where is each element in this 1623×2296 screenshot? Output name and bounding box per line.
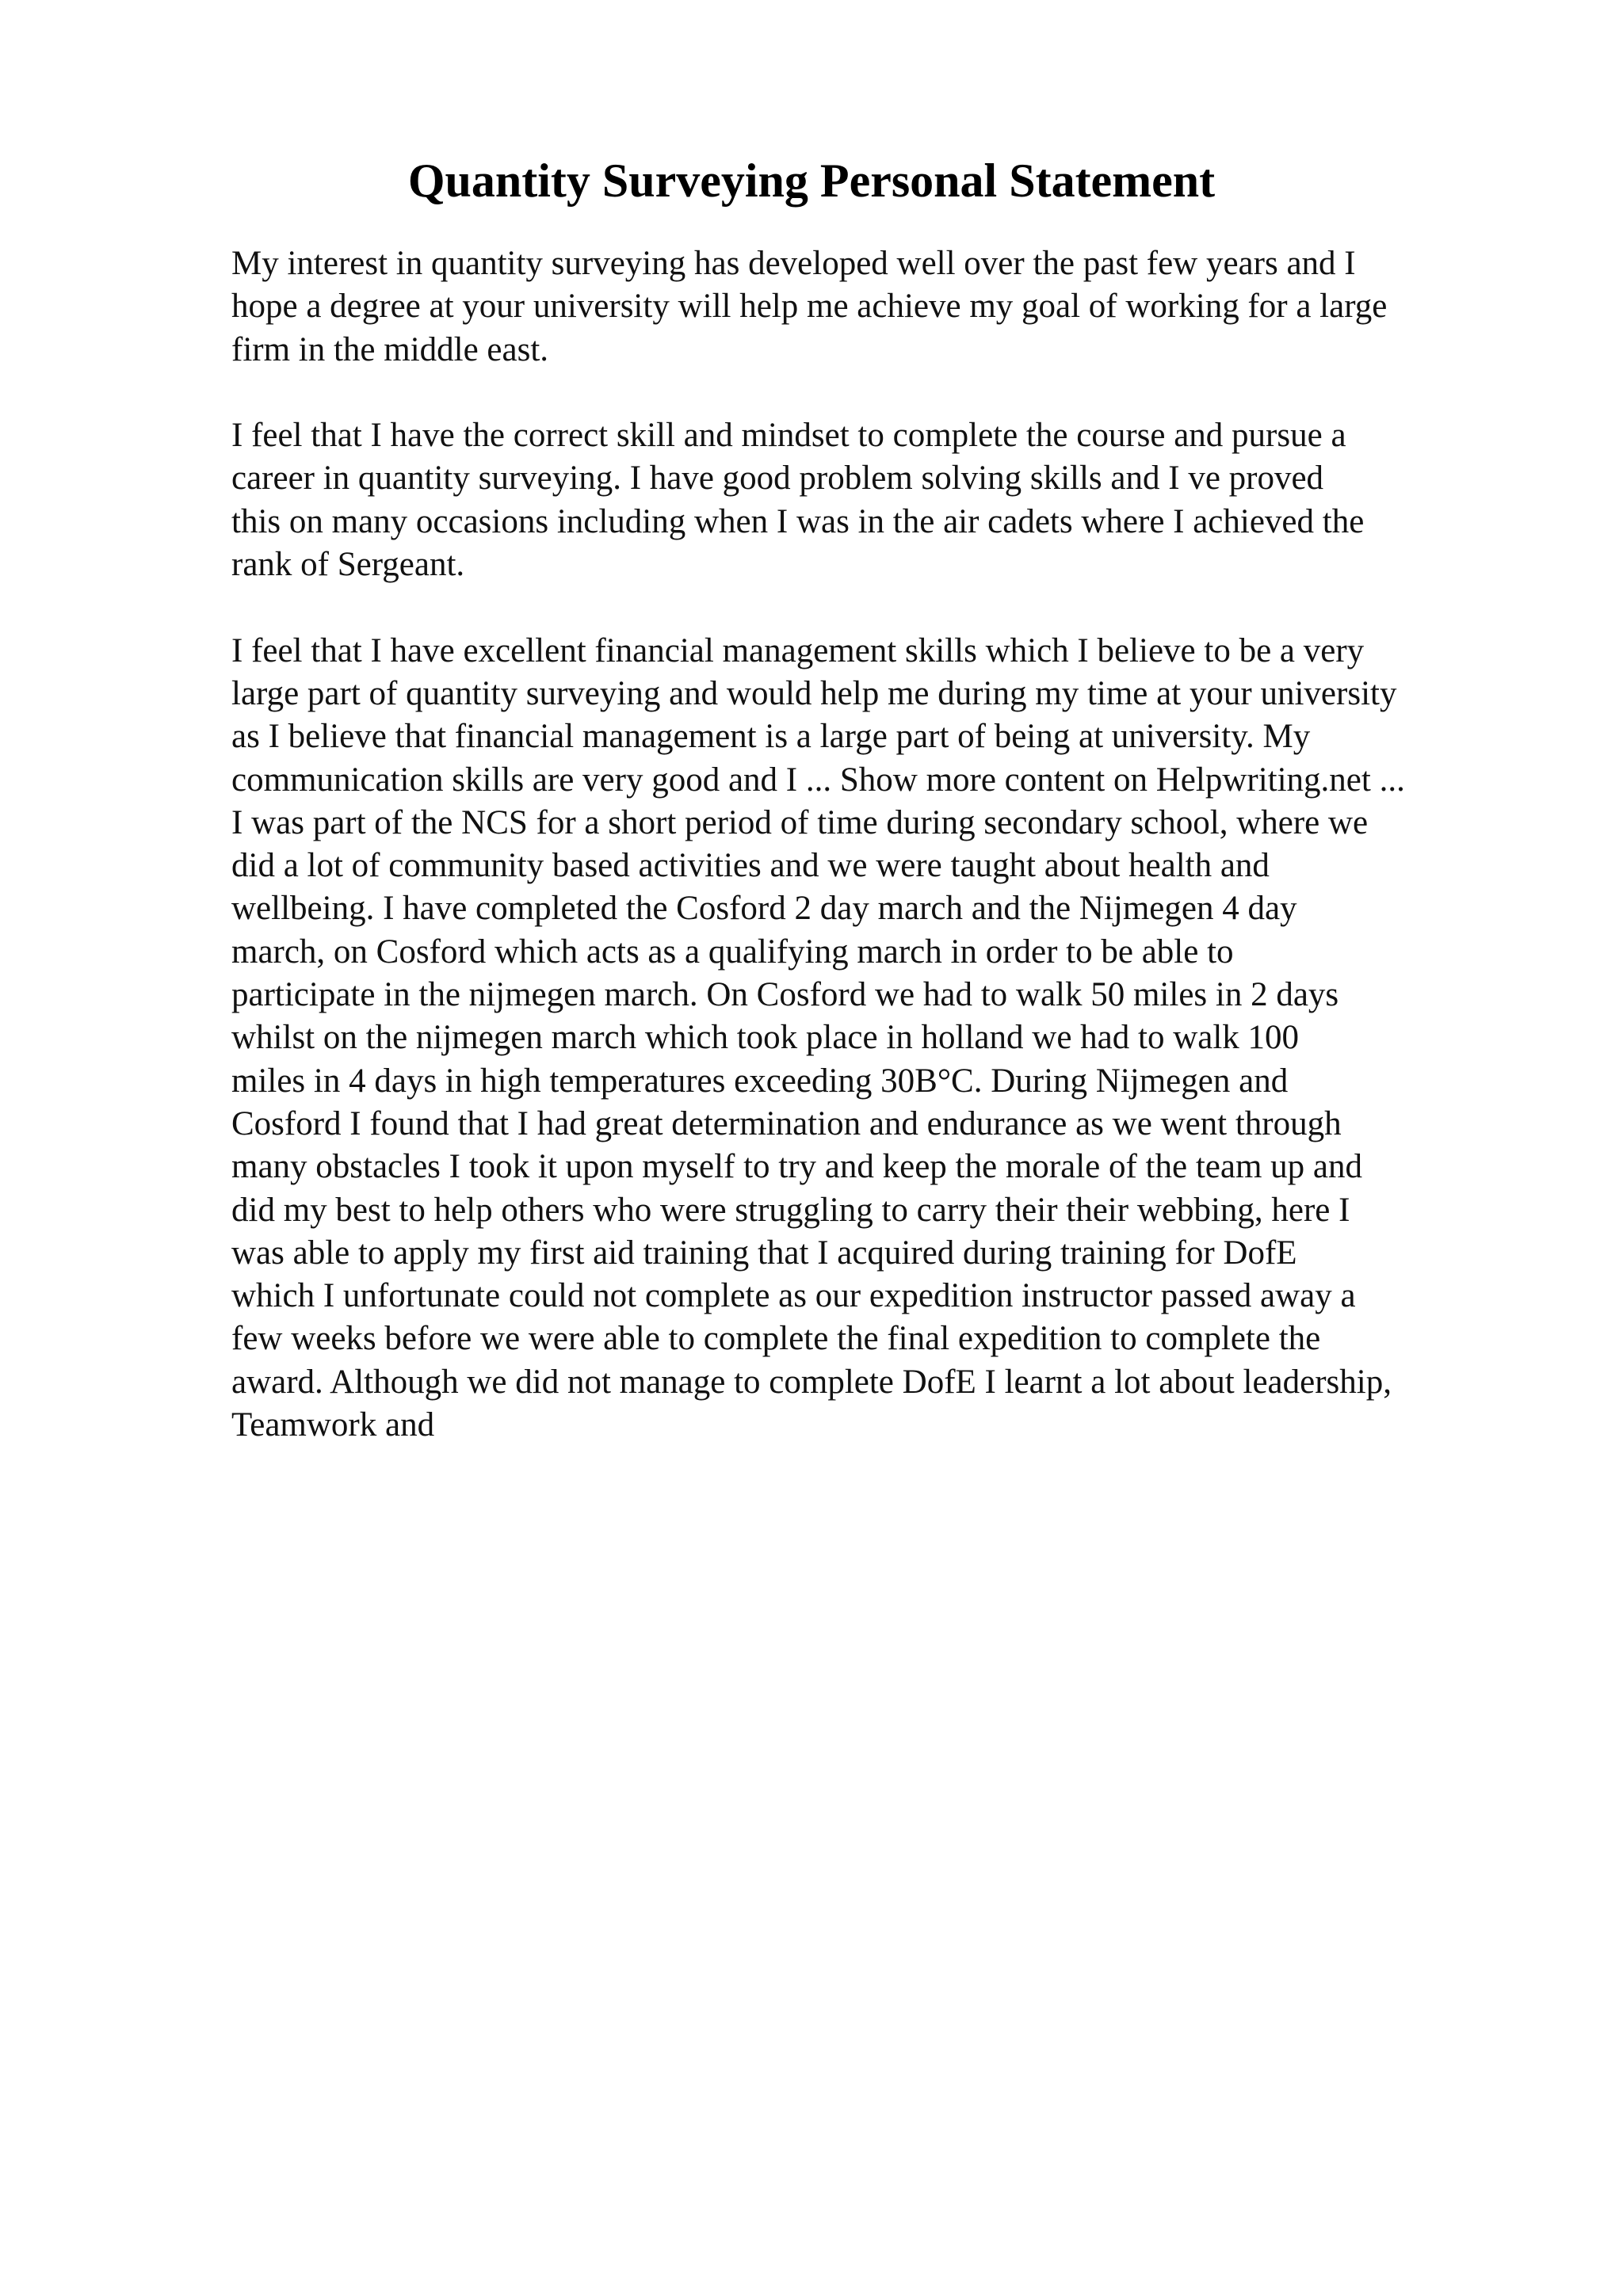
text-line: this on many occasions including when I was in the air cadets where I achieved the <box>231 502 1365 540</box>
text-line: many obstacles I took it upon myself to try and keep the morale of the team up and <box>231 1148 1362 1186</box>
text-line: miles in 4 days in high temperatures exceeding 30B°C. During Nijmegen and <box>231 1062 1289 1100</box>
text-line: rank of Sergeant. <box>231 546 465 584</box>
text-line: firm in the middle east. <box>231 330 549 368</box>
text-line: large part of quantity surveying and would help me during my time at your university <box>231 674 1397 712</box>
text-line: Teamwork and <box>231 1406 435 1444</box>
text-line: march, on Cosford which acts as a qualifying march in order to be able to <box>231 933 1234 971</box>
paragraph-2 <box>231 414 1563 586</box>
paragraph-3 <box>231 630 1563 1447</box>
text-line: which I unfortunate could not complete as our expedition instructor passed away a <box>231 1277 1356 1315</box>
text-line: I was part of the NCS for a short period of time during secondary school, where we <box>231 803 1369 841</box>
text-line: as I believe that financial management is a large part of being at university. My <box>231 718 1311 756</box>
text-line: I feel that I have the correct skill and mindset to complete the course and pursue a <box>231 417 1346 455</box>
text-line: Cosford I found that I had great determination and endurance as we went through <box>231 1104 1342 1142</box>
text-line: whilst on the nijmegen march which took place in holland we had to walk 100 <box>231 1019 1300 1057</box>
text-line: did a lot of community based activities and we were taught about health and <box>231 847 1270 885</box>
paragraph-1 <box>231 242 1563 372</box>
text-line: career in quantity surveying. I have good problem solving skills and I ve proved <box>231 460 1324 498</box>
text-line: was able to apply my first aid training that I acquired during training for DofE <box>231 1234 1297 1272</box>
text-line: few weeks before we were able to complete the final expedition to complete the <box>231 1320 1321 1358</box>
text-line: award. Although we did not manage to complete DofE I learnt a lot about leadership, <box>231 1363 1392 1401</box>
text-line: I feel that I have excellent financial management skills which I believe to be a very <box>231 631 1365 669</box>
document-title: Quantity Surveying Personal Statement <box>407 154 1216 207</box>
text-line: wellbeing. I have completed the Cosford 2 day march and the Nijmegen 4 day <box>231 890 1297 928</box>
text-line: participate in the nijmegen march. On Cosford we had to walk 50 miles in 2 days <box>231 976 1339 1014</box>
text-line: My interest in quantity surveying has developed well over the past few years and I <box>231 245 1356 282</box>
document-body <box>231 242 1563 1447</box>
text-line: hope a degree at your university will help me achieve my goal of working for a large <box>231 288 1388 326</box>
text-line: did my best to help others who were struggling to carry their their webbing, here I <box>231 1191 1350 1229</box>
text-line: communication skills are very good and I ... Show more content on Helpwriting.net ... <box>231 761 1405 799</box>
